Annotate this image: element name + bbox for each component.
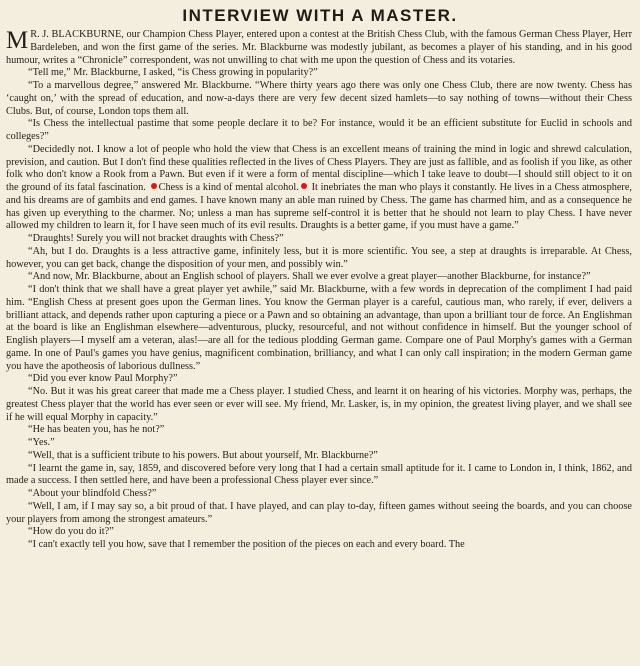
paragraph: “To a marvellous degree,” answered Mr. Blackburne. “Where thirty years ago there was only one Chess Club, there are now twenty. Chess has ‘caught on,’ with the spread of education, and now-a-days there are very few decent sized hamlets—to say nothing of towns—without their Chess Clubs. But, of course, London tops them all. — [6, 80, 632, 117]
paragraph: “And now, Mr. Blackburne, about an English school of players. Shall we ever evolve a great player—another Blackburne, for instance?” — [28, 271, 591, 283]
paragraph: “Is Chess the intellectual pastime that some people declare it to be? For instance, would it be an efficient substitute for Euclid in schools and colleges?” — [6, 118, 632, 142]
paragraph: “I can't exactly tell you how, save that I remember the position of the pieces on each and every board. The — [28, 539, 465, 550]
lead-paragraph — [6, 29, 632, 67]
paragraph: “I learnt the game in, say, 1859, and discovered before very long that I had a certain small aptitude for it. I came to London in, I think, 1862, and made a success. I then settled here, and have been a professional Chess player ever since.” — [6, 462, 632, 487]
paragraph: “Yes.” — [28, 437, 55, 448]
paragraph: “Ah, but I do. Draughts is a less attractive game, infinitely less, but it is more scientific. You see, a step at draughts is irreparable. At Chess, however, you can get back, change the disposition of your men, and possibly win.” — [6, 245, 632, 270]
drop-cap: M — [6, 27, 29, 54]
paragraph: “About your blindfold Chess?” — [28, 488, 157, 499]
marked-paragraph — [6, 144, 632, 233]
paragraph: “Well, that is a sufficient tribute to his powers. But about yourself, Mr. Blackburne?” — [28, 449, 378, 461]
paragraph: “Tell me,” Mr. Blackburne, I asked, “is Chess growing in popularity?” — [28, 67, 318, 79]
paragraph-text-before: “Decidedly not. I know a lot of people who hold the view that Chess is an excellent means of training the mind in logic and shrewd calculation, prevision, and caution. But I don't find these qualities reflected in the lives of Chess Players. They are just as fallible, and as foolish if you like, as other folk who don't know a Rook from a Pawn. But even if it were a form of mental discipline—which I take leave to doubt—I should still object to it on the ground of its fatal fascination. — [6, 143, 632, 193]
paragraph: “I don't think that we shall have a great player yet awhile,” said Mr. Blackburne, with a few words in deprecation of the compliment I had paid him. “English Chess at present goes upon the German lines. You know the German player is a careful, cautious man, who rarely, if ever, delivers a brilliant attack, and depends rather upon capturing a piece or a Pawn and so obtaining an advantage, than upon a brilliant tour de force. An Englishman at the board is like an Englishman elsewhere—adventurous, plucky, resourceful, and not without confidence in himself. But the younger school of English players—I myself am a veteran, alas!—are all for the tedious plodding German game. Compare one of Paul Morphy's games with a German game. In one of Paul's games you have genius, magnificent combination, brilliancy, and what I can only call inspiration; in the modern German game you have the apotheosis of laborious dullness.” — [6, 284, 632, 372]
red-dot-marker-start — [151, 183, 157, 189]
red-dot-marker-end — [301, 183, 307, 189]
paragraph: “How do you do it?” — [28, 526, 114, 538]
paragraph: “He has beaten you, has he not?” — [28, 424, 165, 436]
paragraph: “Draughts! Surely you will not bracket draughts with Chess?” — [28, 233, 284, 244]
article-body — [6, 29, 632, 552]
lead-text: R. J. BLACKBURNE, our Champion Chess Player, entered upon a contest at the British Chess Club, with the famous German Chess Player, Herr Bardeleben, and won the first game of the series. Mr. Blackburne was modestly jubilant, as becomes a player of his standing, and in his good humour, writes a “Chronicle” correspondent, was not unwilling to chat with me upon the question of Chess and its votaries. — [6, 29, 632, 66]
paragraph: “Well, I am, if I may say so, a bit proud of that. I have played, and can play to-day, fifteen games without seeing the boards, and you can choose your players from among the strongest amateurs.” — [6, 500, 632, 525]
paragraph: “No. But it was his great career that made me a Chess player. I studied Chess, and learnt it on hearing of his victories. Morphy was, perhaps, the greatest Chess player that the world has ever seen or ever will see. My friend, Mr. Lasker, is, in my opinion, the greatest living player, and we shall see if he will equal Morphy in capacity.” — [6, 386, 632, 423]
paragraph-text-after: It inebriates the man who plays it constantly. He lives in a Chess atmosphere, and his dreams are of gambits and end games. I have known many an able man ruined by Chess. The game has charmed him, and as a consequence he has given up everything to the charmer. No; unless a man has supreme self-control it is better that he should not learn to play Chess. I have never allowed my children to learn it, for I have seen much of its evil results. Draughts is a better game, if you must have a game.” — [6, 182, 633, 232]
paragraph: “Did you ever know Paul Morphy?” — [28, 373, 178, 385]
highlighted-sentence: Chess is a kind of mental alcohol. — [158, 182, 299, 193]
article-title: INTERVIEW WITH A MASTER. — [182, 6, 458, 25]
